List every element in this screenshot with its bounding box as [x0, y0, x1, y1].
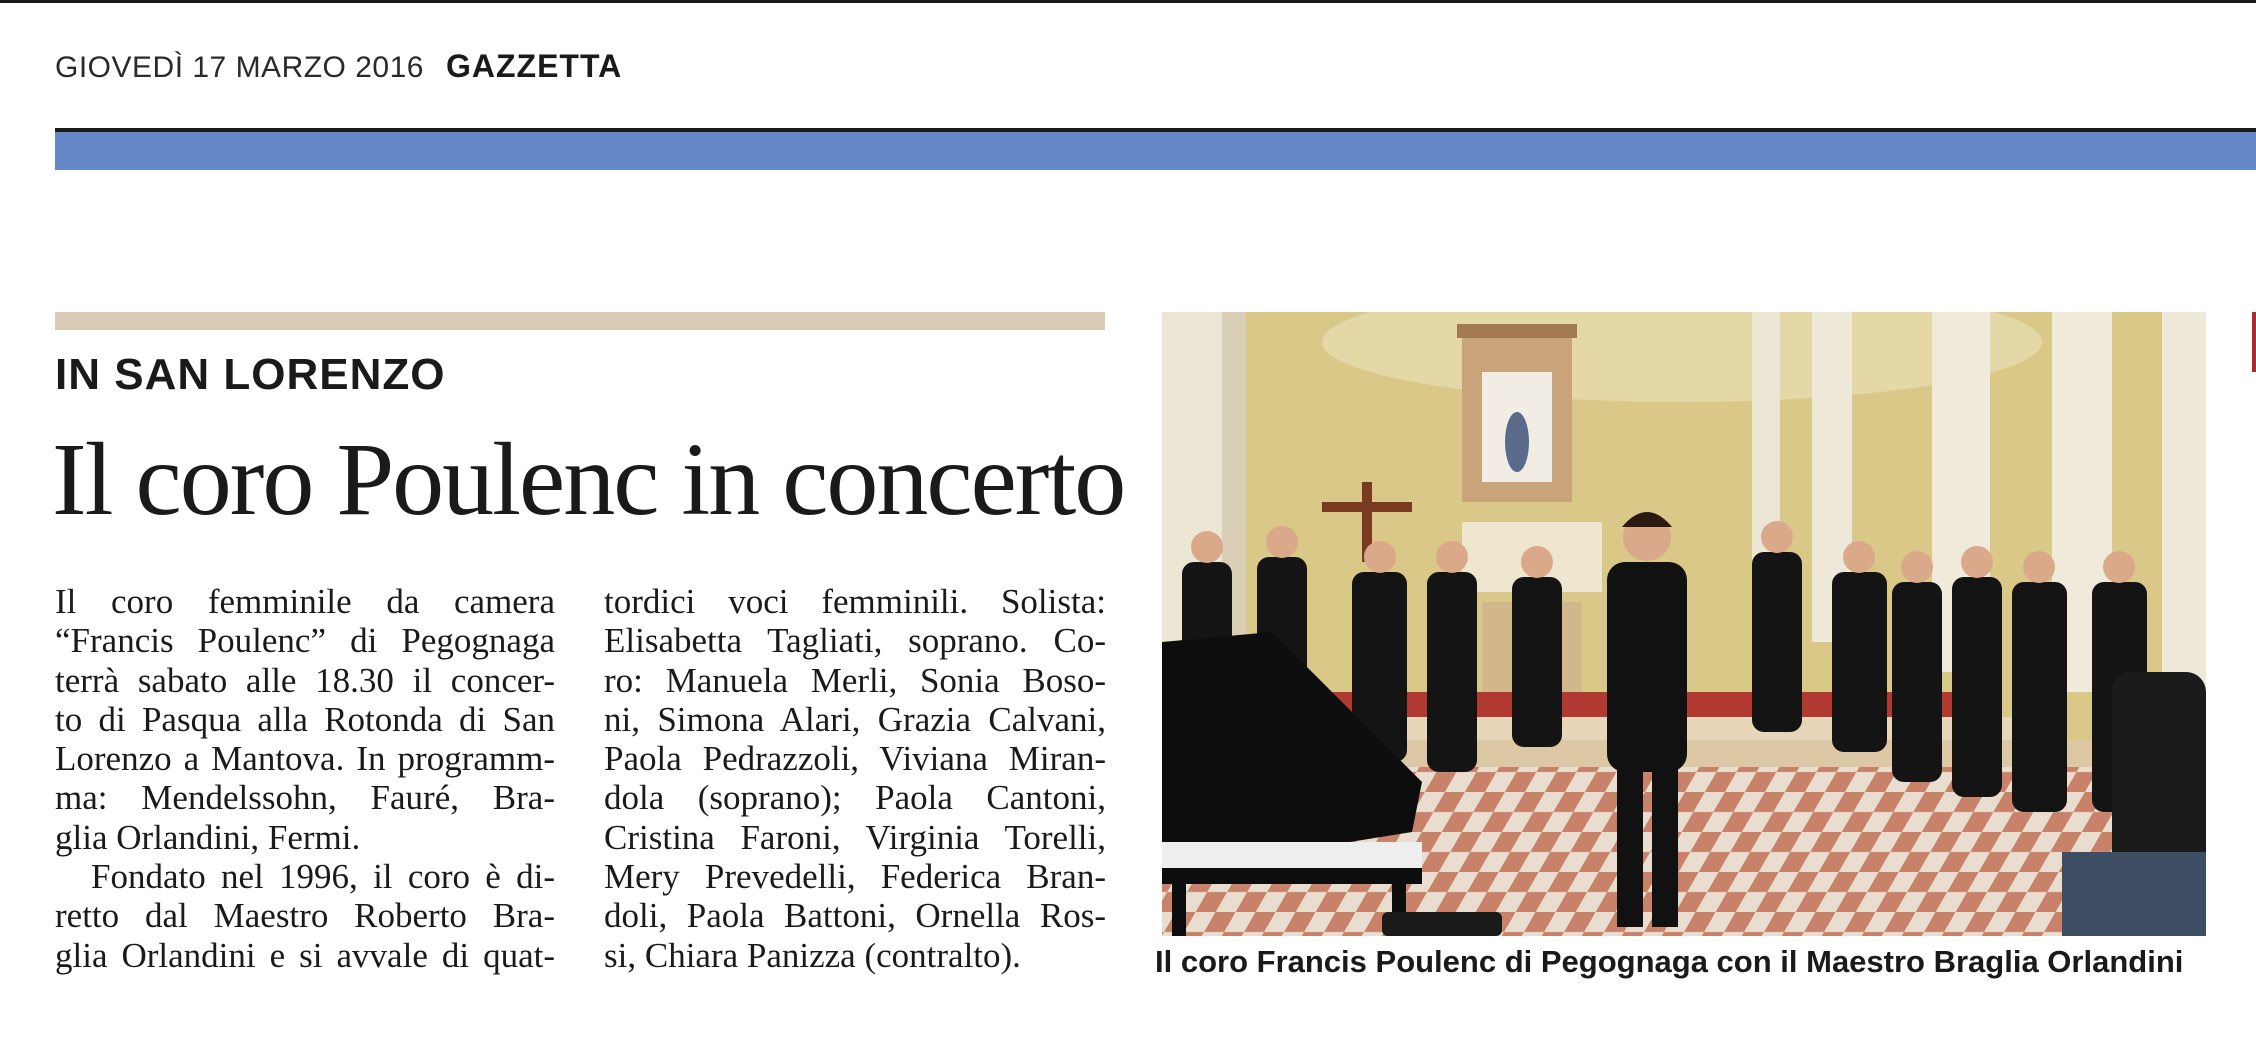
body-line: Paola Pedrazzoli, Viviana Miran-: [604, 739, 1106, 779]
body-line: glia Orlandini e si avvale di quat-: [55, 935, 555, 975]
article-column-1: [55, 582, 555, 975]
body-line: si, Chiara Panizza (contralto).: [604, 935, 1021, 975]
body-line: dola (soprano); Paola Cantoni,: [604, 778, 1106, 818]
section-color-band: [55, 132, 2256, 170]
body-line: tordici voci femminili. Solista:: [604, 582, 1106, 621]
body-line: Elisabetta Tagliati, soprano. Co-: [604, 621, 1106, 661]
body-line: “Francis Poulenc” di Pegognaga: [55, 621, 555, 661]
body-line: doli, Paola Battoni, Ornella Ros-: [604, 896, 1106, 936]
body-line: ro: Manuela Merli, Sonia Boso-: [604, 660, 1106, 700]
photo-caption: Il coro Francis Poulenc di Pegognaga con il Maestro Braglia Orlandini: [1155, 944, 2184, 979]
body-line: Mery Prevedelli, Federica Bran-: [604, 857, 1106, 897]
top-rule: [0, 0, 2256, 3]
kicker: IN SAN LORENZO: [55, 350, 446, 399]
issue-date: GIOVEDÌ 17 MARZO 2016: [55, 51, 424, 84]
body-line: terrà sabato alle 18.30 il concer-: [55, 660, 555, 700]
body-line: glia Orlandini, Fermi.: [55, 817, 361, 857]
adjacent-article-edge: [2252, 312, 2256, 372]
body-line: Il coro femminile da camera: [55, 582, 555, 621]
body-line: ma: Mendelssohn, Fauré, Bra-: [55, 778, 555, 818]
body-line: Cristina Faroni, Virginia Torelli,: [604, 817, 1106, 857]
body-line: to di Pasqua alla Rotonda di San: [55, 699, 555, 739]
choir-photo-illustration: [1162, 312, 2206, 936]
body-line: retto dal Maestro Roberto Bra-: [55, 896, 555, 936]
body-line: Lorenzo a Mantova. In programm-: [55, 739, 555, 779]
kicker-bar: [55, 312, 1105, 330]
body-line: Fondato nel 1996, il coro è di-: [91, 857, 555, 897]
body-line: ni, Simona Alari, Grazia Calvani,: [604, 699, 1106, 739]
article-column-2: [604, 582, 1106, 975]
newspaper-name: GAZZETTA: [445, 48, 623, 84]
concert-photo: [1162, 312, 2206, 936]
headline: Il coro Poulenc in concerto: [52, 422, 1125, 537]
masthead: [55, 48, 622, 88]
